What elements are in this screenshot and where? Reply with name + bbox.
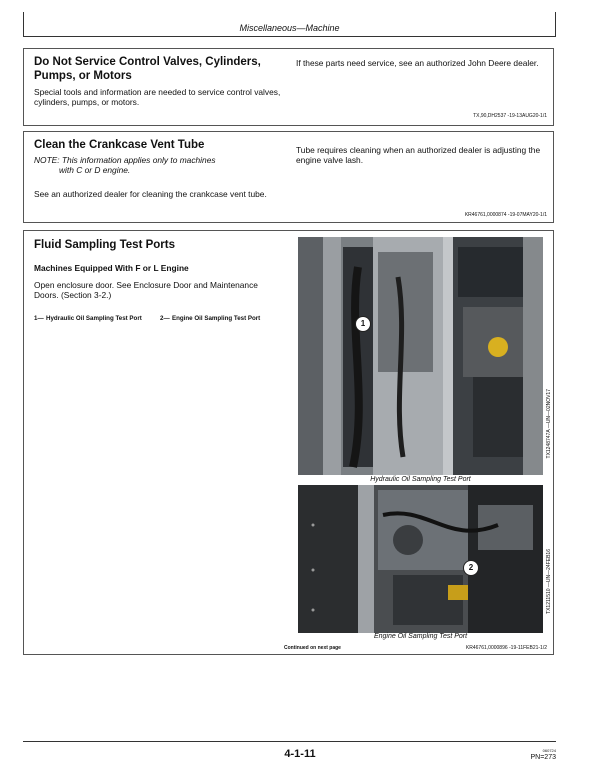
section-right-text: If these parts need service, see an authorized John Deere dealer. bbox=[296, 58, 539, 68]
callout-marker-1: 1 bbox=[355, 316, 371, 332]
header-rule-bottom bbox=[23, 36, 556, 37]
reference-code: KR46761,0000896 -19-11FEB21-1/2 bbox=[465, 645, 547, 651]
section-left-text: Special tools and information are needed to service control valves, cylinders, pumps, or motors. bbox=[34, 87, 281, 108]
reference-code: KR46761,0000874 -19-07MAY20-1/1 bbox=[464, 212, 547, 218]
section-title: Do Not Service Control Valves, Cylinders, Pumps, or Motors bbox=[34, 56, 261, 82]
footer-small-code: 060724 bbox=[542, 748, 556, 753]
section-do-not-service bbox=[23, 48, 554, 126]
section-left-text: See an authorized dealer for cleaning the crankcase vent tube. bbox=[34, 189, 267, 199]
callout-marker-2: 2 bbox=[463, 560, 479, 576]
page-number: 4-1-11 bbox=[284, 748, 316, 760]
note-line-1: NOTE: This information applies only to machines bbox=[34, 155, 216, 165]
section-body-text: Open enclosure door. See Enclosure Door and Maintenance Doors. (Section 3-2.) bbox=[34, 280, 258, 301]
image-code: TX1211510 —UN—24FEB16 bbox=[546, 549, 552, 614]
image-code: TX1248747A —UN—02NOV17 bbox=[546, 389, 552, 459]
image-caption: Hydraulic Oil Sampling Test Port bbox=[370, 476, 471, 483]
part-number: PN=273 bbox=[530, 754, 556, 761]
reference-code: TX,90,DH2537 -19-13AUG20-1/1 bbox=[473, 113, 547, 119]
section-title: Clean the Crankcase Vent Tube bbox=[34, 139, 205, 151]
continued-note: Continued on next page bbox=[284, 645, 341, 651]
section-crankcase-vent bbox=[23, 131, 554, 223]
section-subtitle: Machines Equipped With F or L Engine bbox=[34, 263, 189, 273]
section-title: Fluid Sampling Test Ports bbox=[34, 239, 175, 251]
image-caption: Engine Oil Sampling Test Port bbox=[373, 633, 468, 640]
section-right-text: Tube requires cleaning when an authorized dealer is adjusting the engine valve lash. bbox=[296, 145, 541, 166]
engine-oil-port-photo bbox=[298, 485, 543, 633]
hydraulic-oil-port-photo bbox=[298, 237, 543, 475]
section-fluid-sampling: Fluid Sampling Test Ports Machines Equipped With F or L Engine Open enclosure door. See Enclosure Door and Maintenance Doors. (Section 3-2.) 1— Hydraulic Oil Sampling Test Port 2— Engine Oil Sampling Test Port 1 TX1248747A —UN—02NOV17 Hydraulic Oil Sampling Test Port 2 TX1211510 —UN—24FEB16 Engine Oil Sampling Test Port Continued on next page KR46761,0000896 -19-11FEB21-1/2 bbox=[23, 230, 554, 655]
footer-rule bbox=[23, 741, 556, 742]
page-header-title: Miscellaneous—Machine bbox=[239, 23, 340, 33]
note-line-2: with C or D engine. bbox=[59, 165, 131, 175]
